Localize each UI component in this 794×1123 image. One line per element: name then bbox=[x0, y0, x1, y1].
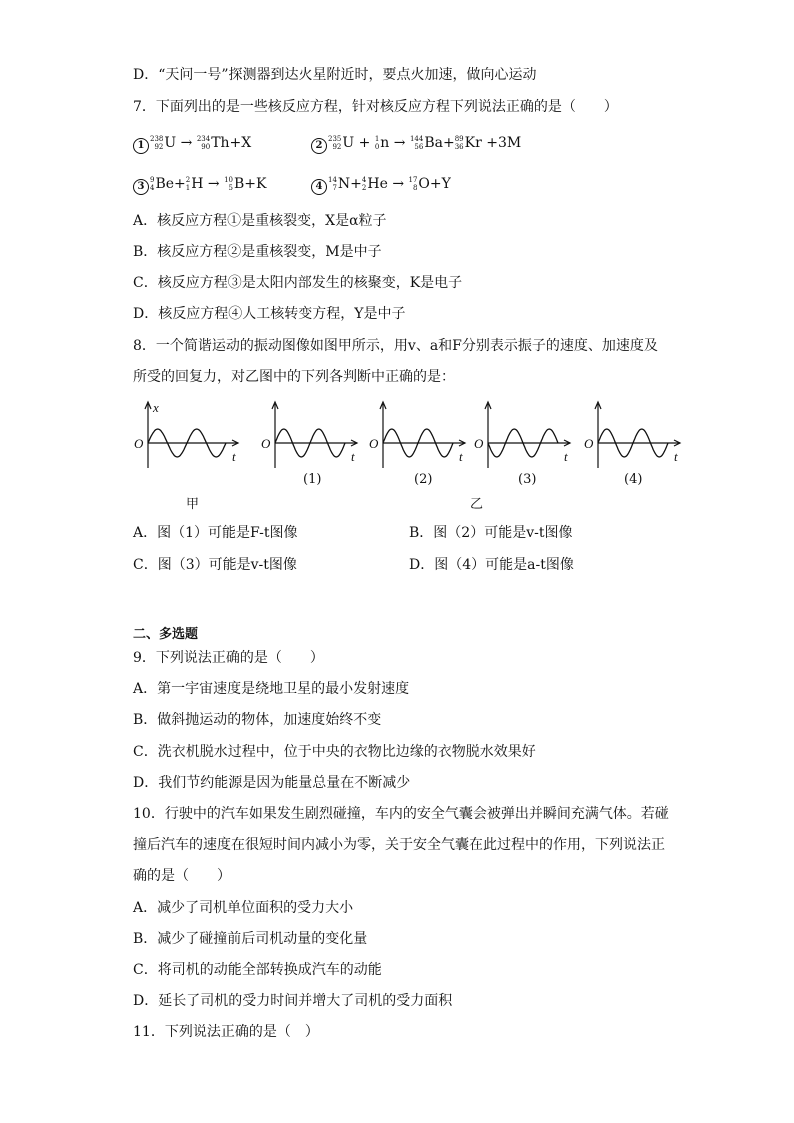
q7-eq1: 1 238 92 U → 234 90 Th+X bbox=[133, 133, 251, 154]
graph-3-origin-label: O bbox=[474, 436, 484, 451]
q10-option-a: A．减少了司机单位面积的受力大小 bbox=[133, 900, 354, 916]
vibration-graphs bbox=[130, 398, 690, 490]
q11-stem: 11．下列说法正确的是（ ） bbox=[133, 1024, 319, 1040]
graph-3-t-label: t bbox=[564, 449, 568, 464]
circle-num-4: 4 bbox=[311, 179, 327, 195]
circle-num-1: 1 bbox=[133, 138, 149, 154]
q6-option-d: D．“天问一号”探测器到达火星附近时，要点火加速，做向心运动 bbox=[133, 67, 537, 83]
q8-option-b: B．图（2）可能是v-t图像 bbox=[409, 525, 573, 541]
graph-4-origin-label: O bbox=[584, 436, 594, 451]
q10-option-d: D．延长了司机的受力时间并增大了司机的受力面积 bbox=[133, 993, 453, 1009]
q9-option-d: D．我们节约能源是因为能量总量在不断减少 bbox=[133, 775, 411, 791]
graph-1-origin-label: O bbox=[261, 436, 271, 451]
graph-2-t-label: t bbox=[459, 449, 463, 464]
q9-option-a: A．第一宇宙速度是绕地卫星的最小发射速度 bbox=[133, 681, 410, 697]
graph-1-t-label: t bbox=[351, 449, 355, 464]
q8-option-c: C．图（3）可能是v-t图像 bbox=[133, 557, 297, 573]
q7-option-b: B．核反应方程②是重核裂变，M是中子 bbox=[133, 244, 382, 260]
graph-jia-t-label: t bbox=[232, 449, 236, 464]
q10-option-b: B．减少了碰撞前后司机动量的变化量 bbox=[133, 931, 368, 947]
q10-option-c: C．将司机的动能全部转换成汽车的动能 bbox=[133, 962, 382, 978]
q10-stem-line1: 10．行驶中的汽车如果发生剧烈碰撞，车内的安全气囊会被弹出并瞬间充满气体。若碰 bbox=[133, 806, 669, 822]
graph-label-yi: 乙 bbox=[470, 497, 484, 512]
q10-stem-line2: 撞后汽车的速度在很短时间内减小为零，关于安全气囊在此过程中的作用，下列说法正 bbox=[133, 837, 665, 853]
graph-label-2: (2) bbox=[414, 472, 433, 487]
graph-label-3: (3) bbox=[518, 472, 537, 487]
q7-option-a: A．核反应方程①是重核裂变，X是α粒子 bbox=[133, 213, 387, 229]
q8-option-d: D．图（4）可能是a-t图像 bbox=[409, 557, 574, 573]
q8-stem-line1: 8．一个简谐运动的振动图像如图甲所示，用v、a和F分别表示振子的速度、加速度及 bbox=[133, 338, 658, 354]
q7-option-c: C．核反应方程③是太阳内部发生的核聚变，K是电子 bbox=[133, 275, 463, 291]
q8-stem-line2: 所受的回复力，对乙图中的下列各判断中正确的是： bbox=[133, 369, 455, 385]
q9-stem: 9．下列说法正确的是（ ） bbox=[133, 650, 324, 666]
q8-option-a: A．图（1）可能是F-t图像 bbox=[133, 525, 298, 541]
graph-label-1: (1) bbox=[303, 472, 322, 487]
graph-jia-x-label: x bbox=[153, 400, 159, 415]
q9-option-c: C．洗衣机脱水过程中，位于中央的衣物比边缘的衣物脱水效果好 bbox=[133, 744, 536, 760]
circle-num-3: 3 bbox=[133, 179, 149, 195]
q7-eq2: 2 235 92 U + 1 0 n → 144 56 Ba+ 89 36 Kr +3M bbox=[311, 133, 521, 154]
section-title-multi-choice: 二、多选题 bbox=[133, 627, 199, 642]
q7-option-d: D．核反应方程④人工核转变方程，Y是中子 bbox=[133, 306, 406, 322]
graph-label-4: (4) bbox=[624, 472, 643, 487]
graph-4-t-label: t bbox=[674, 449, 678, 464]
q7-eq3: 3 9 4 Be+ 2 1 H → 10 5 B+K bbox=[133, 174, 267, 195]
q10-stem-line3: 确的是（ ） bbox=[133, 868, 231, 884]
graph-jia-origin-label: O bbox=[134, 436, 144, 451]
circle-num-2: 2 bbox=[311, 138, 327, 154]
q7-stem: 7．下面列出的是一些核反应方程，针对核反应方程下列说法正确的是（ ） bbox=[133, 99, 618, 115]
q9-option-b: B．做斜抛运动的物体，加速度始终不变 bbox=[133, 712, 382, 728]
graph-2-origin-label: O bbox=[369, 436, 379, 451]
q7-eq4: 4 14 7 N+ 4 2 He → 17 8 O+Y bbox=[311, 174, 451, 195]
graph-label-jia: 甲 bbox=[186, 497, 200, 512]
